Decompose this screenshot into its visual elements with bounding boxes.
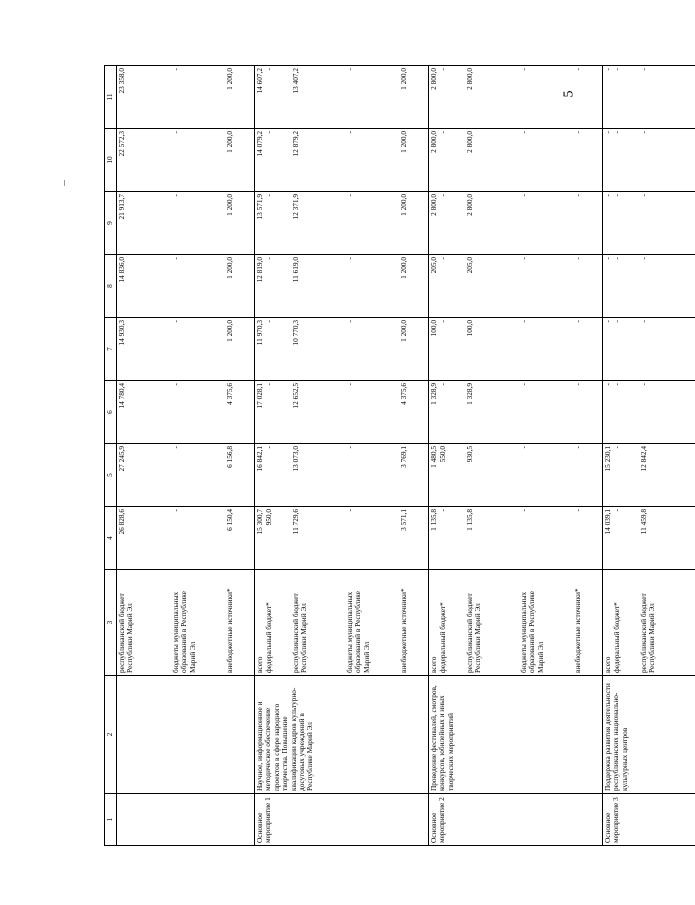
funding-value: - [603, 383, 612, 386]
funding-value: 1 200,0 [399, 68, 408, 90]
year-values-cell [429, 66, 603, 129]
column-header: 8 [105, 255, 117, 318]
funding-value: 1 135,8 [429, 509, 438, 531]
funding-value: - [264, 68, 273, 71]
funding-value: 1 200,0 [399, 320, 408, 342]
funding-value: - [171, 320, 180, 323]
funding-source: республиканский бюджет Республики Марий Эл [639, 593, 657, 673]
funding-value: - [438, 68, 447, 71]
funding-source: бюджеты муниципальных образований в Республике Марий Эл [171, 591, 197, 673]
funding-value: 13 407,2 [291, 68, 300, 94]
year-values-cell [255, 444, 429, 507]
funding-value: - [519, 446, 528, 449]
funding-value: 11 970,3 [255, 320, 264, 346]
year-values-cell [603, 444, 695, 507]
funding-value: - [264, 383, 273, 386]
funding-source: всего [255, 656, 264, 673]
rotated-table-container [104, 66, 657, 846]
column-header: 10 [105, 129, 117, 192]
year-values-cell [117, 318, 255, 381]
year-values-cell [603, 255, 695, 318]
funding-source: внебюджетные источники* [225, 588, 234, 673]
year-values-cell [117, 507, 255, 570]
funding-value: - [639, 194, 648, 197]
funding-value: - [519, 383, 528, 386]
funding-value: 4 375,6 [225, 383, 234, 405]
funding-value: - [171, 68, 180, 71]
funding-value: 27 245,9 [117, 446, 126, 472]
year-values-cell [117, 255, 255, 318]
funding-value: 205,0 [465, 257, 474, 274]
table-row [603, 66, 695, 846]
funding-value: 2 800,0 [429, 194, 438, 216]
funding-value: 6 150,4 [225, 509, 234, 531]
activity-description: Научное, информационное и методическое обеспечение проектов в сфере народного творчества. Повышение квалификации кадров культурно-досуговых учреждений в Республике Марий Эл [255, 676, 429, 794]
funding-value: - [438, 257, 447, 260]
funding-value: 4 375,6 [399, 383, 408, 405]
year-values-cell [117, 381, 255, 444]
funding-value: 2 800,0 [465, 131, 474, 153]
activity-description: Проведение фестивалей, смотров, конкурсов, юбилейных и иных творческих мероприятий [429, 676, 603, 794]
funding-value: 12 652,5 [291, 383, 300, 409]
year-values-cell [255, 318, 429, 381]
column-header: 7 [105, 318, 117, 381]
year-values-cell [255, 507, 429, 570]
year-values-cell [603, 507, 695, 570]
year-values-cell [429, 255, 603, 318]
funding-value: 100,0 [465, 320, 474, 337]
funding-value: - [612, 383, 621, 386]
funding-source: федеральный бюджет* [612, 602, 621, 673]
funding-value: - [171, 509, 180, 512]
funding-value: - [519, 131, 528, 134]
activity-name: Основное мероприятие 2 [429, 794, 603, 846]
funding-value: 1 480,5 [429, 446, 438, 468]
year-values-cell [255, 129, 429, 192]
funding-value: - [345, 68, 354, 71]
funding-value: 100,0 [429, 320, 438, 337]
funding-value: 14 079,2 [255, 131, 264, 157]
column-header: 6 [105, 381, 117, 444]
year-values-cell [255, 66, 429, 129]
funding-value: - [603, 320, 612, 323]
funding-value: 3 571,1 [399, 509, 408, 531]
funding-value: 550,0 [438, 446, 447, 463]
funding-value: - [171, 194, 180, 197]
funding-source: республиканский бюджет Республики Марий Эл [465, 593, 483, 673]
funding-value: 14 780,4 [117, 383, 126, 409]
funding-value: 2 800,0 [429, 131, 438, 153]
funding-value: 14 930,3 [117, 320, 126, 346]
funding-value: 1 200,0 [225, 257, 234, 279]
funding-value: - [438, 509, 447, 512]
funding-value: 930,5 [465, 446, 474, 463]
year-values-cell [603, 192, 695, 255]
funding-value: - [612, 446, 621, 449]
funding-source-cell [255, 570, 429, 676]
funding-source: бюджеты муниципальных образований в Республике Марий Эл [345, 591, 371, 673]
year-values-cell [429, 381, 603, 444]
table-row [255, 66, 429, 846]
column-header: 11 [105, 66, 117, 129]
funding-value: 1 328,9 [429, 383, 438, 405]
funding-source: внебюджетные источники* [573, 588, 582, 673]
funding-value: 1 200,0 [225, 131, 234, 153]
funding-value: - [603, 194, 612, 197]
funding-value: 2 800,0 [465, 68, 474, 90]
funding-value: - [264, 320, 273, 323]
funding-value: 13 073,0 [291, 446, 300, 472]
funding-value: 12 842,4 [639, 446, 648, 472]
funding-value: - [171, 131, 180, 134]
funding-value: - [573, 509, 582, 512]
column-header: 5 [105, 444, 117, 507]
funding-value: - [519, 320, 528, 323]
funding-value: - [612, 68, 621, 71]
table-row [117, 66, 255, 846]
year-values-cell [429, 444, 603, 507]
column-header: 2 [105, 676, 117, 794]
funding-value: - [264, 257, 273, 260]
funding-value: - [573, 68, 582, 71]
funding-value: 2 800,0 [429, 68, 438, 90]
column-header: 9 [105, 192, 117, 255]
year-values-cell [117, 129, 255, 192]
funding-value: - [519, 68, 528, 71]
funding-source: внебюджетные источники* [399, 588, 408, 673]
funding-value: 17 028,1 [255, 383, 264, 409]
funding-value: 1 135,8 [465, 509, 474, 531]
funding-value: 1 200,0 [225, 194, 234, 216]
funding-value: 15 300,7 [255, 509, 264, 535]
scan-speck [64, 180, 65, 186]
funding-value: 6 156,8 [225, 446, 234, 468]
funding-value: 950,0 [264, 509, 273, 526]
year-values-cell [429, 507, 603, 570]
activity-name [117, 794, 255, 846]
table-body [117, 66, 695, 846]
funding-value: 16 842,1 [255, 446, 264, 472]
funding-value: 1 200,0 [225, 320, 234, 342]
funding-value: - [603, 68, 612, 71]
activity-name: Основное мероприятие 3 [603, 794, 695, 846]
year-values-cell [429, 192, 603, 255]
year-values-cell [117, 66, 255, 129]
funding-value: - [519, 257, 528, 260]
funding-value: - [573, 320, 582, 323]
funding-value: - [639, 68, 648, 71]
funding-value: 23 358,0 [117, 68, 126, 94]
funding-value: - [573, 131, 582, 134]
column-header: 4 [105, 507, 117, 570]
year-values-cell [255, 255, 429, 318]
funding-value: - [438, 320, 447, 323]
funding-value: - [639, 257, 648, 260]
funding-value: - [612, 257, 621, 260]
funding-value: - [603, 131, 612, 134]
funding-source-cell [429, 570, 603, 676]
funding-value: - [345, 320, 354, 323]
funding-value: - [639, 131, 648, 134]
year-values-cell [117, 192, 255, 255]
funding-value: - [519, 194, 528, 197]
funding-table [104, 65, 695, 846]
funding-value: 1 200,0 [399, 131, 408, 153]
funding-value: - [438, 194, 447, 197]
funding-value: - [612, 509, 621, 512]
funding-source-cell [603, 570, 695, 676]
funding-value: 1 200,0 [399, 257, 408, 279]
funding-value: 15 230,1 [603, 446, 612, 472]
table-row [429, 66, 603, 846]
funding-value: 14 039,1 [603, 509, 612, 535]
funding-value: 1 328,9 [465, 383, 474, 405]
table-header-row [105, 66, 117, 846]
funding-value: 12 371,9 [291, 194, 300, 220]
funding-value: 11 459,8 [639, 509, 648, 535]
funding-value: 21 913,7 [117, 194, 126, 220]
funding-source-cell [117, 570, 255, 676]
funding-value: - [519, 509, 528, 512]
funding-value: 14 836,0 [117, 257, 126, 283]
funding-value: - [345, 383, 354, 386]
funding-value: - [612, 131, 621, 134]
funding-value: - [345, 509, 354, 512]
funding-value: - [345, 257, 354, 260]
year-values-cell [603, 129, 695, 192]
funding-value: - [639, 383, 648, 386]
funding-value: - [438, 131, 447, 134]
funding-value: 22 572,3 [117, 131, 126, 157]
funding-value: 2 800,0 [465, 194, 474, 216]
funding-value: 13 571,9 [255, 194, 264, 220]
funding-value: 11 619,0 [291, 257, 300, 283]
funding-value: - [573, 194, 582, 197]
column-header: 1 [105, 794, 117, 846]
year-values-cell [603, 381, 695, 444]
funding-value: - [612, 320, 621, 323]
activity-description [117, 676, 255, 794]
year-values-cell [255, 192, 429, 255]
funding-value: - [345, 194, 354, 197]
funding-value: - [171, 446, 180, 449]
funding-source: бюджеты муниципальных образований в Республике Марий Эл [519, 591, 545, 673]
funding-value: - [264, 194, 273, 197]
funding-value: - [603, 257, 612, 260]
funding-value: 26 828,6 [117, 509, 126, 535]
funding-value: - [171, 383, 180, 386]
funding-value: - [573, 257, 582, 260]
year-values-cell [429, 129, 603, 192]
funding-value: - [612, 194, 621, 197]
funding-value: - [345, 446, 354, 449]
funding-value: 11 729,6 [291, 509, 300, 535]
funding-value: - [438, 383, 447, 386]
funding-source: республиканский бюджет Республики Марий Эл [291, 593, 309, 673]
funding-source: республиканский бюджет Республики Марий Эл [117, 593, 135, 673]
funding-value: 205,0 [429, 257, 438, 274]
funding-value: 3 769,1 [399, 446, 408, 468]
column-header: 3 [105, 570, 117, 676]
page-number: 5 [561, 90, 577, 98]
year-values-cell [429, 318, 603, 381]
funding-value: 10 770,3 [291, 320, 300, 346]
funding-value: - [639, 320, 648, 323]
funding-source: всего [429, 656, 438, 673]
year-values-cell [117, 444, 255, 507]
funding-value: 1 200,0 [399, 194, 408, 216]
funding-value: - [345, 131, 354, 134]
funding-value: 14 607,2 [255, 68, 264, 94]
funding-value: 12 819,0 [255, 257, 264, 283]
funding-value: 12 879,2 [291, 131, 300, 157]
funding-source: федеральный бюджет* [264, 602, 273, 673]
activity-description: Поддержка развития деятельности республиканских национально-культурных центров [603, 676, 695, 794]
funding-source: всего [603, 656, 612, 673]
funding-source: федеральный бюджет* [438, 602, 447, 673]
funding-value: - [573, 446, 582, 449]
activity-name: Основное мероприятие 1 [255, 794, 429, 846]
year-values-cell [603, 318, 695, 381]
funding-value: - [264, 446, 273, 449]
funding-value: - [171, 257, 180, 260]
year-values-cell [255, 381, 429, 444]
funding-value: - [573, 383, 582, 386]
funding-value: 1 200,0 [225, 68, 234, 90]
year-values-cell [603, 66, 695, 129]
funding-value: - [264, 131, 273, 134]
